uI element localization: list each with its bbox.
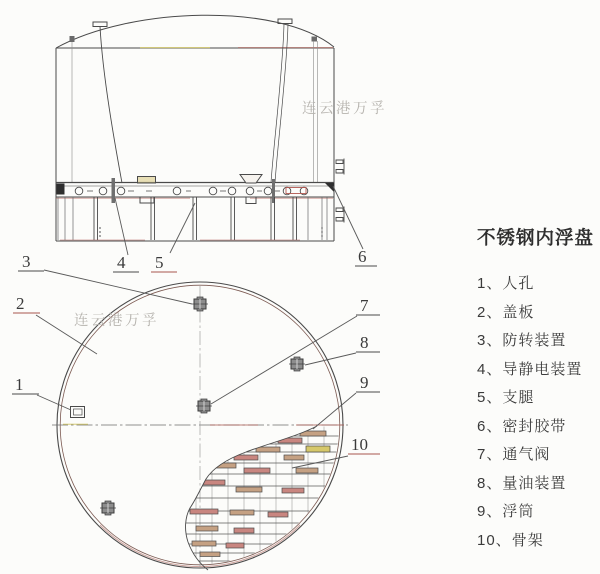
leader-9 (313, 393, 356, 429)
deck-seal-left (57, 184, 65, 195)
legend-label: 防转装置 (502, 332, 567, 349)
static-cable (100, 27, 122, 184)
wall-bracket-upper (336, 159, 344, 175)
legend-label: 导静电装置 (502, 360, 583, 378)
legend-num: 9、 (477, 503, 503, 520)
legend-label: 密封胶带 (502, 417, 567, 435)
anti-rotation-post (112, 178, 116, 203)
callout-4: 4 (117, 253, 126, 272)
anti-rotation-fitting (192, 297, 208, 311)
roof-nub-left (70, 36, 75, 42)
legend-label: 支腿 (502, 389, 535, 406)
legend-num: 10、 (477, 531, 512, 549)
lower-left-fitting (100, 501, 116, 515)
legend-num: 7、 (477, 446, 503, 463)
leader-8 (305, 353, 356, 365)
legend-num: 8、 (477, 474, 503, 492)
cutaway-section (180, 425, 346, 570)
callout-1: 1 (15, 375, 24, 394)
dotted-marks (100, 227, 322, 238)
legend-label: 量油装置 (502, 474, 567, 492)
cover-plate-side (138, 177, 156, 184)
leader-1 (37, 395, 71, 410)
leader-4 (115, 198, 128, 255)
wall-bracket-lower (336, 207, 344, 223)
legend-title: 不锈钢内浮盘 (477, 227, 595, 248)
leader-7 (211, 316, 357, 404)
tank-side-view (56, 15, 344, 241)
legend-num: 6、 (477, 417, 503, 435)
callout-7: 7 (360, 296, 369, 315)
vent-funnel (240, 175, 262, 184)
callout-6: 6 (358, 247, 367, 266)
watermark-bottom: 连云港万孚 (74, 313, 159, 329)
legend-label: 人孔 (502, 275, 535, 292)
leader-5 (170, 203, 195, 253)
vent-valve-fitting (196, 399, 212, 413)
legend-label: 骨架 (511, 531, 544, 549)
callout-5: 5 (155, 253, 164, 272)
manhole (71, 407, 85, 418)
callout-3: 3 (22, 252, 31, 271)
legend-num: 1、 (477, 275, 503, 292)
legend-num: 3、 (477, 332, 503, 349)
callout-numbers (15, 247, 369, 454)
legend-label: 通气阀 (502, 446, 551, 463)
callout-10: 10 (351, 435, 368, 454)
legend-label: 浮筒 (502, 503, 535, 520)
callout-8: 8 (360, 333, 369, 352)
legend-label: 盖板 (502, 303, 535, 321)
roof-cap-left (93, 22, 107, 27)
legend-num: 2、 (477, 303, 503, 321)
oil-gauge-fitting (289, 357, 305, 371)
callout-9: 9 (360, 373, 369, 392)
watermark-top: 连云港万孚 (302, 101, 387, 117)
legend-num: 4、 (477, 360, 503, 378)
support-legs (58, 197, 327, 240)
deck-seal-right (325, 183, 334, 192)
legend-num: 5、 (477, 389, 503, 406)
callout-2: 2 (16, 294, 25, 313)
leader-3 (44, 270, 192, 304)
roof-nub-right (312, 37, 318, 42)
